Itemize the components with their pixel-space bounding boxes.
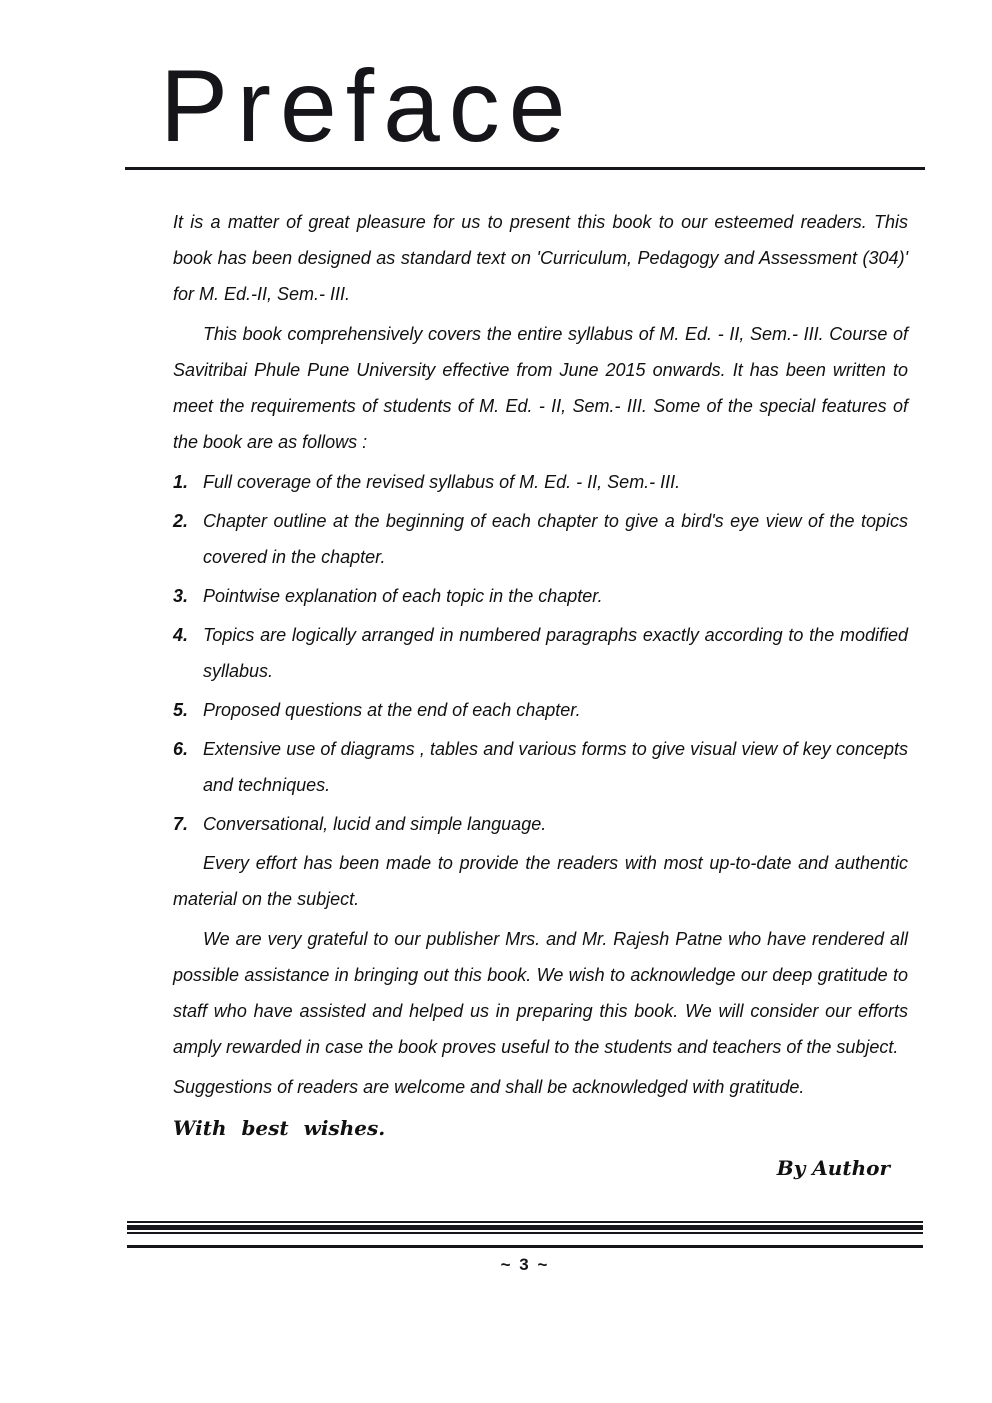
feature-item <box>173 578 908 614</box>
feature-item <box>173 806 908 842</box>
feature-number: 2. <box>173 511 189 531</box>
page-title: Preface <box>160 49 575 163</box>
feature-text: Conversational, lucid and simple language. <box>203 814 547 834</box>
feature-number: 4. <box>173 625 189 645</box>
page-number: ~ 3 ~ <box>500 1255 550 1274</box>
features-list <box>173 464 908 842</box>
feature-text: Chapter outline at the beginning of each chapter to give a bird's eye view of the topics covered in the chapter. <box>203 511 908 567</box>
footer-rule-thin-top <box>127 1221 923 1223</box>
feature-text: Full coverage of the revised syllabus of M. Ed. - II, Sem.- III. <box>203 472 681 492</box>
feature-number: 6. <box>173 739 189 759</box>
paragraph-effort: Every effort has been made to provide the readers with most up-to-date and authentic material on the subject. <box>173 853 908 909</box>
feature-item <box>173 503 908 575</box>
feature-text: Proposed questions at the end of each chapter. <box>203 700 581 720</box>
footer-rule-thin-bottom <box>127 1232 923 1234</box>
feature-number: 1. <box>173 472 189 492</box>
feature-number: 7. <box>173 814 189 834</box>
closing-wishes: With best wishes. <box>173 1116 386 1140</box>
feature-item <box>173 464 908 500</box>
feature-number: 3. <box>173 586 189 606</box>
feature-text: Topics are logically arranged in numbered paragraphs exactly according to the modified syllabus. <box>203 625 908 681</box>
preface-body <box>173 204 908 1187</box>
paragraph-suggestions: Suggestions of readers are welcome and shall be acknowledged with gratitude. <box>173 1077 805 1097</box>
paragraph-intro: It is a matter of great pleasure for us to present this book to our esteemed readers. This book has been designed as standard text on 'Curriculum, Pedagogy and Assessment (304)' for M. Ed.-II, Sem.- III. <box>173 212 908 304</box>
feature-item <box>173 617 908 689</box>
title-underline <box>125 167 925 170</box>
footer-rule-single <box>127 1245 923 1248</box>
footer-rule-thick <box>127 1225 923 1230</box>
feature-text: Extensive use of diagrams , tables and various forms to give visual view of key concepts and techniques. <box>203 739 908 795</box>
feature-item <box>173 731 908 803</box>
feature-item <box>173 692 908 728</box>
feature-number: 5. <box>173 700 189 720</box>
paragraph-grateful: We are very grateful to our publisher Mrs. and Mr. Rajesh Patne who have rendered all possible assistance in bringing out this book. We wish to acknowledge our deep gratitude to staff who have assisted and helped us in preparing this book. We will consider our efforts amply rewarded in case the book proves useful to the students and teachers of the subject. <box>173 929 908 1057</box>
author-signature: By Author <box>776 1156 890 1180</box>
page-footer <box>127 1221 923 1275</box>
feature-text: Pointwise explanation of each topic in the chapter. <box>203 586 603 606</box>
paragraph-overview: This book comprehensively covers the entire syllabus of M. Ed. - II, Sem.- III. Course of Savitribai Phule Pune University effective from June 2015 onwards. It has been written to meet the requirements of students of M. Ed. - II, Sem.- III. Some of the special features of the book are as follows : <box>173 324 908 452</box>
